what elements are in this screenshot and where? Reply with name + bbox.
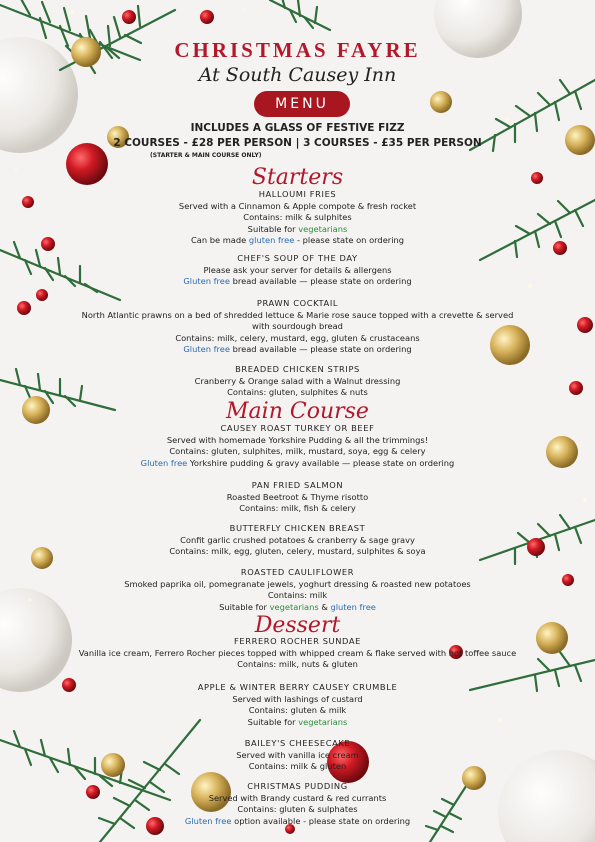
gf-suffix: bread available — please state on ordering [229,276,412,286]
dish-description: Please ask your server for details & allergens [203,264,392,275]
dish-description: Served with lashings of custard [232,693,363,704]
dish-allergens: Contains: milk & sulphites [243,212,352,222]
dietary-prefix: Suitable for [219,601,270,612]
dish-description: Vanilla ice cream, Ferrero Rocher pieces topped with whipped cream & flake served with hot toffee sauce [78,647,517,658]
dish-allergens: Contains: milk, fish & celery [239,503,356,513]
dish-allergens: Contains: milk, celery, mustard, egg, gluten & crustaceans [175,332,420,343]
dish-butterfly-chicken [40,523,555,558]
dietary-joiner: & [318,601,331,612]
dish-name: CHEF'S SOUP OF THE DAY [237,253,358,263]
dish-description-cont: with sourdough bread [252,321,343,331]
dish-description: Served with vanilla ice cream [236,749,359,760]
fizz-note: INCLUDES A GLASS OF FESTIVE FIZZ [190,122,405,134]
gf-suffix: bread available — please state on ordering [229,344,412,354]
dish-allergens: Contains: gluten & sulphates [237,804,358,814]
dish-name: PAN FRIED SALMON [251,480,344,490]
vegetarian-label: vegetarians [298,223,348,234]
course-prices: 2 COURSES - £28 PER PERSON | 3 COURSES - £35 PER PERSON [113,137,482,149]
gluten-free-label: Gluten free [184,815,232,826]
dish-name: BREADED CHICKEN STRIPS [235,364,360,374]
dish-allergens: Contains: milk & gluten [248,761,347,771]
section-starters: Starters [251,165,344,190]
dish-baileys-cheesecake [40,738,555,773]
dish-name: CHRISTMAS PUDDING [247,781,348,791]
gf-prefix: Can be made [190,235,249,245]
dish-description: Served with a Cinnamon & Apple compote & fresh rocket [178,200,417,211]
gf-suffix: - please state on ordering [294,235,405,245]
dish-description: Cranberry & Orange salad with a Walnut dressing [194,375,401,386]
venue-subtitle: At South Causey Inn [198,64,397,86]
dish-chicken-strips [40,364,555,399]
gluten-free-label: Gluten free [140,457,188,468]
dish-soup [40,253,555,288]
dish-description: Confit garlic crushed potatoes & cranberry & sage gravy [180,534,415,545]
dish-description: North Atlantic prawns on a bed of shredded lettuce & Marie rose sauce topped with a crevette & served [81,309,514,320]
dish-description: Smoked paprika oil, pomegranate jewels, yoghurt dressing & roasted new potatoes [124,578,471,589]
dish-name: APPLE & WINTER BERRY CAUSEY CRUMBLE [197,682,398,692]
dish-name: CAUSEY ROAST TURKEY OR BEEF [220,423,375,433]
page-title: CHRISTMAS FAYRE [174,38,421,62]
dish-allergens: Contains: milk, egg, gluten, celery, mustard, sulphites & soya [169,546,426,556]
dish-allergens: Contains: gluten, sulphites, milk, mustard, soya, egg & celery [169,446,426,456]
dish-gluten-note [40,458,555,470]
dish-description: Roasted Beetroot & Thyme risotto [226,491,369,502]
gluten-free-label: Gluten free [183,276,230,286]
dish-name: BAILEY'S CHEESECAKE [244,738,351,748]
dish-allergens: Contains: milk [267,590,328,600]
dish-description: Served with Brandy custard & red currants [208,792,387,803]
vegetarian-label: vegetarians [298,716,348,727]
dietary-prefix: Suitable for [247,716,299,727]
dish-halloumi-fries [40,189,555,247]
dish-allergens: Contains: milk, nuts & gluten [237,659,358,669]
dish-gluten-note [40,344,555,356]
dietary-prefix: Suitable for [247,223,299,234]
dish-christmas-pudding [40,781,555,827]
dish-name: HALLOUMI FRIES [258,189,337,199]
section-main-course: Main Course [226,399,369,424]
gluten-free-label: gluten free [330,601,376,612]
section-dessert: Dessert [254,613,341,638]
gf-suffix: option available - please state on ordering [231,815,411,826]
gluten-free-label: gluten free [248,235,295,245]
gf-suffix: Yorkshire pudding & gravy available — please state on ordering [187,457,455,468]
dish-dietary [40,602,555,614]
dish-dietary [40,224,555,236]
prices-note: (STARTER & MAIN COURSE ONLY) [150,152,262,159]
dish-prawn-cocktail [40,298,555,356]
dish-ferrero-sundae [40,636,555,671]
dish-salmon [40,480,555,515]
dish-name: FERRERO ROCHER SUNDAE [234,636,361,646]
dish-gluten-note [40,816,555,828]
dish-description: Served with homemade Yorkshire Pudding & all the trimmings! [166,434,429,445]
dish-name: BUTTERFLY CHICKEN BREAST [229,523,366,533]
dish-gluten-note [40,276,555,288]
gluten-free-label: Gluten free [183,344,230,354]
dish-name: PRAWN COCKTAIL [256,298,339,308]
dish-gluten-note [40,235,555,247]
dish-name: ROASTED CAULIFLOWER [240,567,355,577]
dish-allergens: Contains: gluten & milk [248,705,347,715]
dish-roasted-cauliflower [40,567,555,613]
dish-crumble [40,682,555,728]
dish-roast-turkey-beef [40,423,555,469]
vegetarian-label: vegetarians [269,601,319,612]
dish-dietary [40,717,555,729]
dish-allergens: Contains: gluten, sulphites & nuts [227,387,368,397]
menu-badge: MENU [254,91,350,117]
